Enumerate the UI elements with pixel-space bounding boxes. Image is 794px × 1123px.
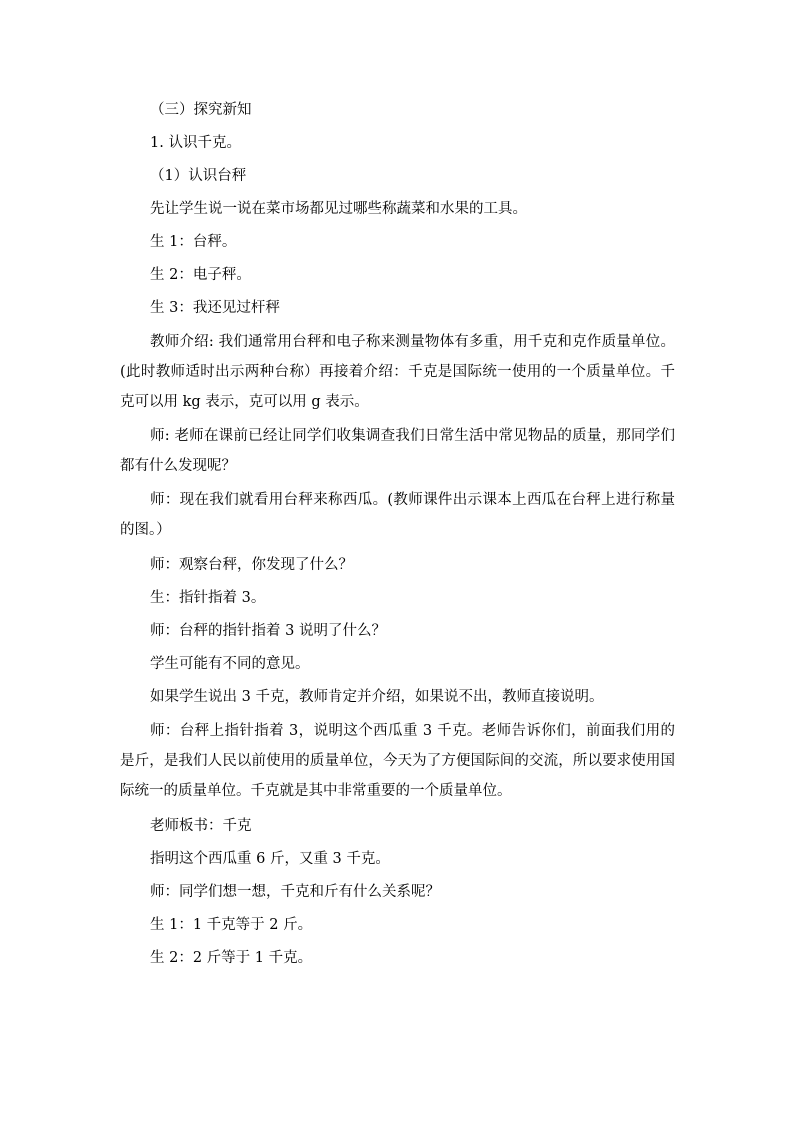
dialogue-line: 师：现在我们就看用台秤来称西瓜。(教师课件出示课本上西瓜在台秤上进行称量的图。） — [120, 492, 675, 538]
paragraph: 教师介绍: 我们通常用台秤和电子称来测量物体有多重，用千克和克作质量单位。(此时教师适时出示两种台称）再接着介绍：千克是国际统一使用的一个质量单位。千克可以用 kg 表示，克可以用 g 表示。 — [120, 334, 675, 410]
paragraph: 学生可能有不同的意见。 — [150, 656, 310, 672]
dialogue-line: 师：台秤的指针指着 3 说明了什么？ — [150, 623, 386, 639]
subsection-heading: （1）认识台秤 — [150, 168, 247, 184]
paragraph: 如果学生说出 3 千克，教师肯定并介绍，如果说不出，教师直接说明。 — [150, 689, 604, 705]
dialogue-line: 师: 老师在课前已经让同学们收集调查我们日常生活中常见物品的质量，那同学们都有什么发现呢？ — [120, 428, 675, 474]
subsection-heading: 1. 认识千克。 — [150, 135, 241, 151]
dialogue-line: 生 2：2 斤等于 1 千克。 — [150, 950, 313, 966]
dialogue-line: 师：同学们想一想，千克和斤有什么关系呢？ — [150, 884, 440, 900]
dialogue-line: 师：台秤上指针指着 3，说明这个西瓜重 3 千克。老师告诉你们，前面我们用的是斤，是我们人民以前使用的质量单位，今天为了方便国际间的交流，所以要求使用国际统一的质量单位。千克就是其中非常重要的一个质量单位。 — [120, 723, 675, 799]
dialogue-line: 生 1：1 千克等于 2 斤。 — [150, 917, 313, 933]
dialogue-line: 生 2：电子秤。 — [150, 267, 251, 283]
dialogue-line: 生 1：台秤。 — [150, 234, 237, 250]
dialogue-line: 生 3：我还见过杆秤 — [150, 300, 280, 316]
dialogue-line: 生：指针指着 3。 — [150, 590, 266, 606]
section-heading: （三）探究新知 — [150, 102, 252, 118]
document-body — [120, 94, 675, 975]
paragraph: 老师板书：千克 — [150, 818, 252, 834]
paragraph: 指明这个西瓜重 6 斤，又重 3 千克。 — [150, 851, 390, 867]
dialogue-line: 师：观察台秤，你发现了什么？ — [150, 557, 353, 573]
paragraph: 先让学生说一说在菜市场都见过哪些称蔬菜和水果的工具。 — [150, 201, 527, 217]
